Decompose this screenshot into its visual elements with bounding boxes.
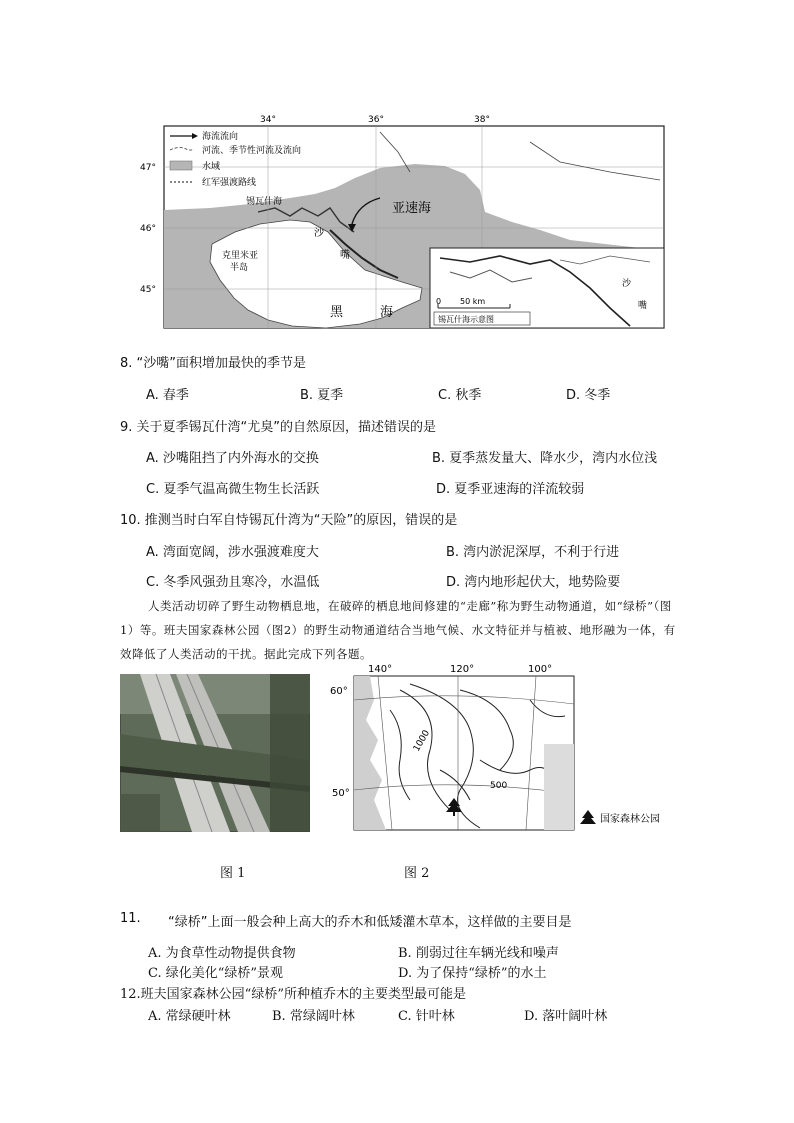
q11-option-d: D. 为了保持“绿桥”的水土 [398,966,547,981]
label-crimea-2: 半岛 [230,263,249,273]
lat-label-46: 46° [140,224,156,234]
q8-option-b: B. 夏季 [300,388,344,403]
lon-label-38: 38° [474,115,490,125]
q8-stem: 8. “沙嘴”面积增加最快的季节是 [120,356,307,371]
label-azov: 亚速海 [392,201,432,216]
banff-map [330,660,670,832]
q11-option-c: C. 绿化美化“绿桥”景观 [148,966,284,981]
label-black-1: 黑 [330,305,344,320]
label-sivash: 锡瓦什海 [246,197,283,207]
banff-map-frame [354,676,574,830]
q11-option-a: A. 为食草性动物提供食物 [148,946,296,961]
park-legend-label: 国家森林公园 [600,814,660,825]
label-black-2: 海 [380,305,394,320]
q9-option-b: B. 夏季蒸发量大、降水少，湾内水位浅 [432,451,658,466]
q10-option-b: B. 湾内淤泥深厚，不利于行进 [446,545,620,560]
lon-label-120: 120° [450,664,475,675]
q12-option-b: B. 常绿阔叶林 [272,1009,355,1024]
q10-option-c: C. 冬季风强劲且寒冷，水温低 [146,575,320,590]
label-crimea-1: 克里米亚 [222,251,259,261]
inset-title: 锡瓦什海示意图 [438,315,494,324]
q8-option-c: C. 秋季 [438,388,482,403]
q11-option-b: B. 削弱过往车辆光线和噪声 [398,946,559,961]
park-tree-icon [580,810,596,824]
inset-spit-2: 嘴 [638,301,648,311]
passage-text: 人类活动切碎了野生动物栖息地，在破碎的栖息地间修建的“走廊”称为野生动物通道，如“绿桥”（图1）等。班夫国家森林公园（图2）的野生动物通道结合当地气候、水文特征并与植被、地形融为一体，有效降低了人类活动的干扰。据此完成下列各题。 [120,599,676,661]
label-spit-2: 嘴 [340,250,350,261]
sivash-map [140,112,670,334]
lat-label-45: 45° [140,285,156,295]
q11-stem: “绿桥”上面一般会种上高大的乔木和低矮灌木草本，这样做的主要目是 [168,915,572,930]
inset-scale-label: 50 km [460,297,486,306]
q9-option-a: A. 沙嘴阻挡了内外海水的交换 [146,451,319,466]
q12-option-c: C. 针叶林 [398,1009,455,1024]
sivash-inset [430,248,664,328]
fig2-caption: 图 2 [404,866,430,881]
q11-number: 11. [120,911,141,926]
q10-option-d: D. 湾内地形起伏大，地势险要 [446,575,621,590]
fig1-caption: 图 1 [220,866,246,881]
lat-label-47: 47° [140,163,156,173]
q9-option-c: C. 夏季气温高微生物生长活跃 [146,482,320,497]
contour-label-500: 500 [490,781,508,791]
q12-option-d: D. 落叶阔叶林 [524,1009,608,1024]
lon-label-100: 100° [528,664,553,675]
lon-label-140: 140° [368,664,393,675]
contour-label-1000: 1000 [411,728,433,754]
inset-spit-1: 沙 [622,279,632,289]
q12-option-a: A. 常绿硬叶林 [148,1009,231,1024]
q8-option-a: A. 春季 [146,388,189,403]
q8-option-d: D. 冬季 [566,388,611,403]
inset-scale-zero: 0 [436,297,442,306]
label-spit-1: 沙 [314,228,324,239]
legend-route: 红军强渡路线 [202,178,257,188]
q9-option-d: D. 夏季亚速海的洋流较弱 [436,482,585,497]
legend-river: 河流、季节性河流及流向 [202,146,302,156]
lake-area [544,744,574,830]
legend-current: 海流流向 [202,132,239,142]
q9-stem: 9. 关于夏季锡瓦什湾“尤臭”的自然原因，描述错误的是 [120,420,437,435]
lon-label-36: 36° [368,115,384,125]
q10-option-a: A. 湾面宽阔，涉水强渡难度大 [146,545,319,560]
lat-label-50: 50° [332,788,350,799]
park-legend [580,810,660,825]
green-bridge-photo [120,674,310,832]
lon-label-34: 34° [260,115,276,125]
q10-stem: 10. 推测当时白军自恃锡瓦什湾为“天险”的原因，错误的是 [120,513,458,528]
legend-water: 水域 [202,162,221,172]
lat-label-60: 60° [330,686,348,697]
q12-stem: 12.班夫国家森林公园“绿桥”所种植乔木的主要类型最可能是 [120,987,466,1002]
